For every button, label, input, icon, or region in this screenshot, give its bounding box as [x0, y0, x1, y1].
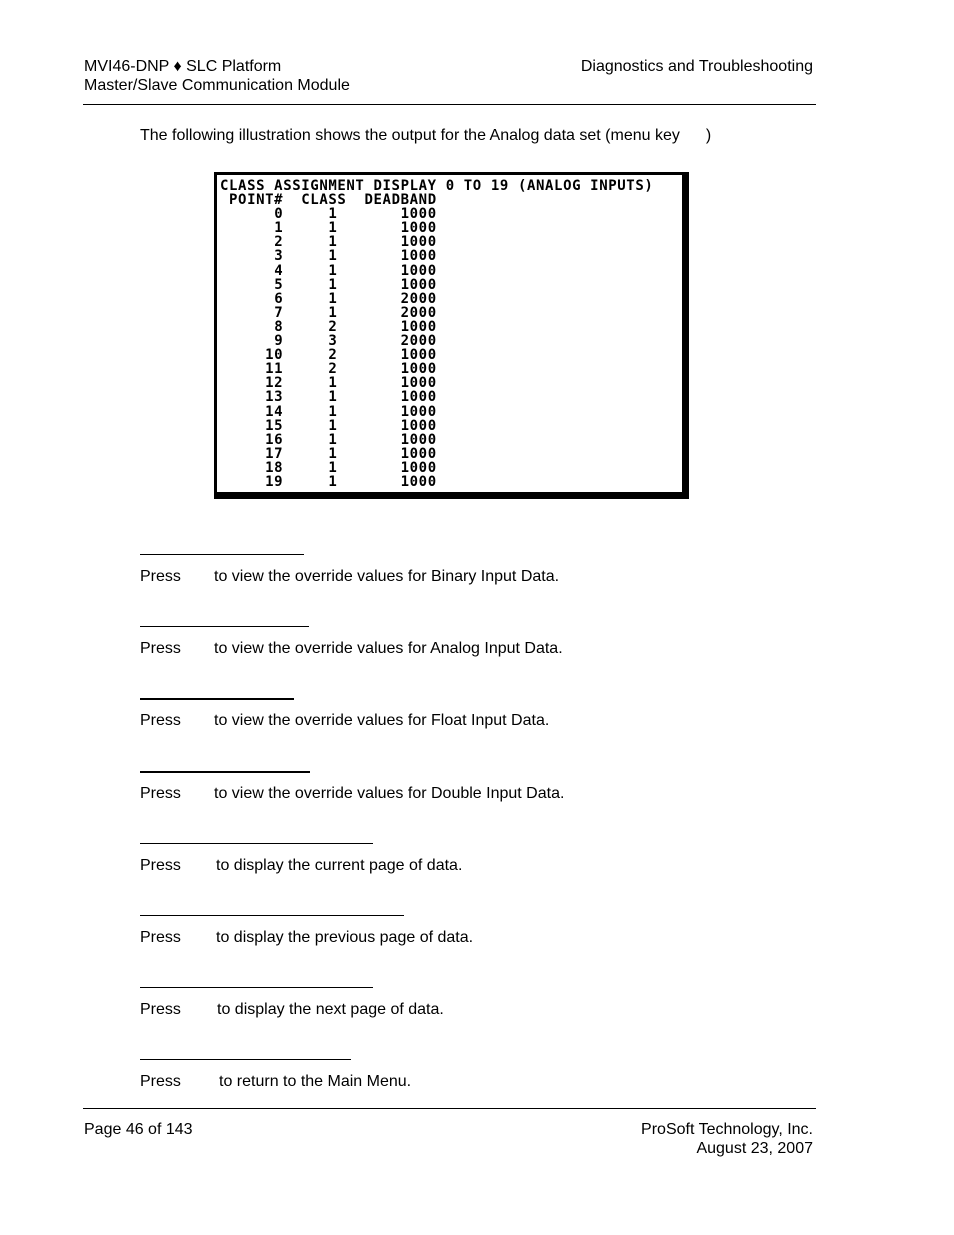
header-product: MVI46-DNP ♦ SLC Platform	[84, 58, 282, 75]
terminal-title: CLASS ASSIGNMENT DISPLAY 0 TO 19 (ANALOG INPUTS)	[220, 178, 654, 194]
terminal-class: 1	[328, 389, 338, 406]
terminal-point: 3	[274, 248, 284, 265]
terminal-point: 9	[274, 333, 284, 350]
terminal-class: 2	[328, 318, 338, 335]
terminal-row	[220, 264, 682, 278]
press-instruction	[140, 567, 760, 586]
press-label: Press	[140, 640, 181, 657]
press-description: to view the override values for Float Input Data.	[214, 712, 550, 729]
terminal-deadband: 1000	[400, 347, 437, 364]
terminal-deadband: 1000	[400, 220, 437, 237]
terminal-screenshot	[214, 172, 689, 499]
terminal-point: 10	[265, 347, 284, 364]
terminal-row	[220, 278, 682, 292]
press-instruction	[140, 639, 760, 658]
press-description: to display the next page of data.	[217, 1001, 444, 1018]
press-description: to view the override values for Analog Input Data.	[214, 640, 563, 657]
terminal-class: 1	[328, 276, 338, 293]
footer-rule	[83, 1108, 816, 1109]
terminal-row	[220, 292, 682, 306]
terminal-row	[220, 334, 682, 348]
terminal-deadband: 1000	[400, 262, 437, 279]
press-label: Press	[140, 1001, 181, 1018]
press-instruction	[140, 784, 760, 803]
section-heading-rule	[140, 1059, 351, 1060]
terminal-deadband: 1000	[400, 431, 437, 448]
terminal-deadband: 1000	[400, 389, 437, 406]
terminal-point: 18	[265, 459, 284, 476]
intro-close: )	[705, 127, 712, 144]
terminal-row	[220, 348, 682, 362]
terminal-class: 1	[328, 403, 338, 420]
terminal-class: 3	[328, 333, 338, 350]
section-heading-rule	[140, 987, 373, 988]
press-label: Press	[140, 568, 181, 585]
terminal-deadband: 1000	[400, 361, 437, 378]
terminal-class: 1	[328, 304, 338, 321]
press-label: Press	[140, 712, 181, 729]
terminal-column-header: DEADBAND	[364, 192, 437, 209]
terminal-deadband: 1000	[400, 473, 437, 490]
terminal-row	[220, 461, 682, 475]
section-heading-rule	[140, 698, 294, 700]
terminal-deadband: 1000	[400, 403, 437, 420]
terminal-class: 1	[328, 206, 338, 223]
terminal-row	[220, 306, 682, 320]
terminal-output	[217, 175, 682, 489]
terminal-row	[220, 249, 682, 263]
terminal-point: 11	[265, 361, 284, 378]
intro-paragraph	[140, 126, 711, 145]
intro-text: The following illustration shows the output for the Analog data set (menu key	[140, 127, 680, 144]
terminal-class: 1	[328, 445, 338, 462]
terminal-column-header: POINT#	[229, 192, 284, 209]
terminal-deadband: 1000	[400, 206, 437, 223]
page-number: Page 46 of 143	[84, 1121, 193, 1138]
terminal-column-headers	[220, 193, 682, 207]
terminal-class: 2	[328, 347, 338, 364]
terminal-point: 0	[274, 206, 284, 223]
press-instruction	[140, 856, 760, 875]
terminal-deadband: 1000	[400, 445, 437, 462]
press-label: Press	[140, 857, 181, 874]
terminal-point: 13	[265, 389, 284, 406]
header-subtitle: Master/Slave Communication Module	[84, 77, 350, 94]
section-heading-rule	[140, 771, 310, 773]
footer-date: August 23, 2007	[696, 1140, 813, 1157]
terminal-point: 7	[274, 304, 284, 321]
press-label: Press	[140, 785, 181, 802]
terminal-point: 15	[265, 417, 284, 434]
terminal-class: 1	[328, 473, 338, 490]
terminal-class: 1	[328, 375, 338, 392]
terminal-deadband: 1000	[400, 459, 437, 476]
press-instruction	[140, 711, 760, 730]
terminal-row	[220, 376, 682, 390]
terminal-point: 8	[274, 318, 284, 335]
press-instruction	[140, 1000, 760, 1019]
terminal-point: 6	[274, 290, 284, 307]
terminal-deadband: 1000	[400, 276, 437, 293]
section-heading-rule	[140, 915, 404, 916]
section-heading-rule	[140, 554, 304, 555]
terminal-row	[220, 320, 682, 334]
header-rule	[83, 104, 816, 105]
terminal-row	[220, 419, 682, 433]
terminal-class: 1	[328, 262, 338, 279]
terminal-deadband: 1000	[400, 318, 437, 335]
terminal-point: 12	[265, 375, 284, 392]
terminal-row	[220, 207, 682, 221]
terminal-deadband: 1000	[400, 248, 437, 265]
header-section-title: Diagnostics and Troubleshooting	[580, 58, 813, 75]
terminal-class: 1	[328, 431, 338, 448]
section-heading-rule	[140, 843, 373, 844]
terminal-point: 19	[265, 473, 284, 490]
press-description: to display the current page of data.	[216, 857, 463, 874]
terminal-row	[220, 390, 682, 404]
terminal-row	[220, 405, 682, 419]
terminal-row	[220, 475, 682, 489]
press-description: to view the override values for Binary Input Data.	[214, 568, 560, 585]
terminal-deadband: 2000	[400, 304, 437, 321]
terminal-deadband: 1000	[400, 234, 437, 251]
section-heading-rule	[140, 626, 309, 627]
terminal-deadband: 2000	[400, 333, 437, 350]
terminal-row	[220, 447, 682, 461]
terminal-point: 17	[265, 445, 284, 462]
terminal-row	[220, 362, 682, 376]
terminal-point: 5	[274, 276, 284, 293]
press-instruction	[140, 928, 760, 947]
footer-company: ProSoft Technology, Inc.	[641, 1121, 813, 1138]
terminal-column-header: CLASS	[301, 192, 347, 209]
terminal-row	[220, 221, 682, 235]
terminal-class: 1	[328, 248, 338, 265]
press-label: Press	[140, 929, 181, 946]
press-description: to view the override values for Double Input Data.	[214, 785, 565, 802]
terminal-row	[220, 433, 682, 447]
press-description: to display the previous page of data.	[216, 929, 474, 946]
terminal-point: 2	[274, 234, 284, 251]
press-label: Press	[140, 1073, 181, 1090]
terminal-point: 4	[274, 262, 284, 279]
terminal-point: 14	[265, 403, 284, 420]
terminal-point: 1	[274, 220, 284, 237]
terminal-class: 1	[328, 290, 338, 307]
terminal-deadband: 2000	[400, 290, 437, 307]
terminal-class: 1	[328, 234, 338, 251]
terminal-class: 1	[328, 459, 338, 476]
terminal-deadband: 1000	[400, 417, 437, 434]
press-instruction	[140, 1072, 760, 1091]
terminal-row	[220, 235, 682, 249]
terminal-deadband: 1000	[400, 375, 437, 392]
terminal-class: 1	[328, 220, 338, 237]
press-description: to return to the Main Menu.	[219, 1073, 412, 1090]
terminal-class: 2	[328, 361, 338, 378]
terminal-point: 16	[265, 431, 284, 448]
terminal-class: 1	[328, 417, 338, 434]
